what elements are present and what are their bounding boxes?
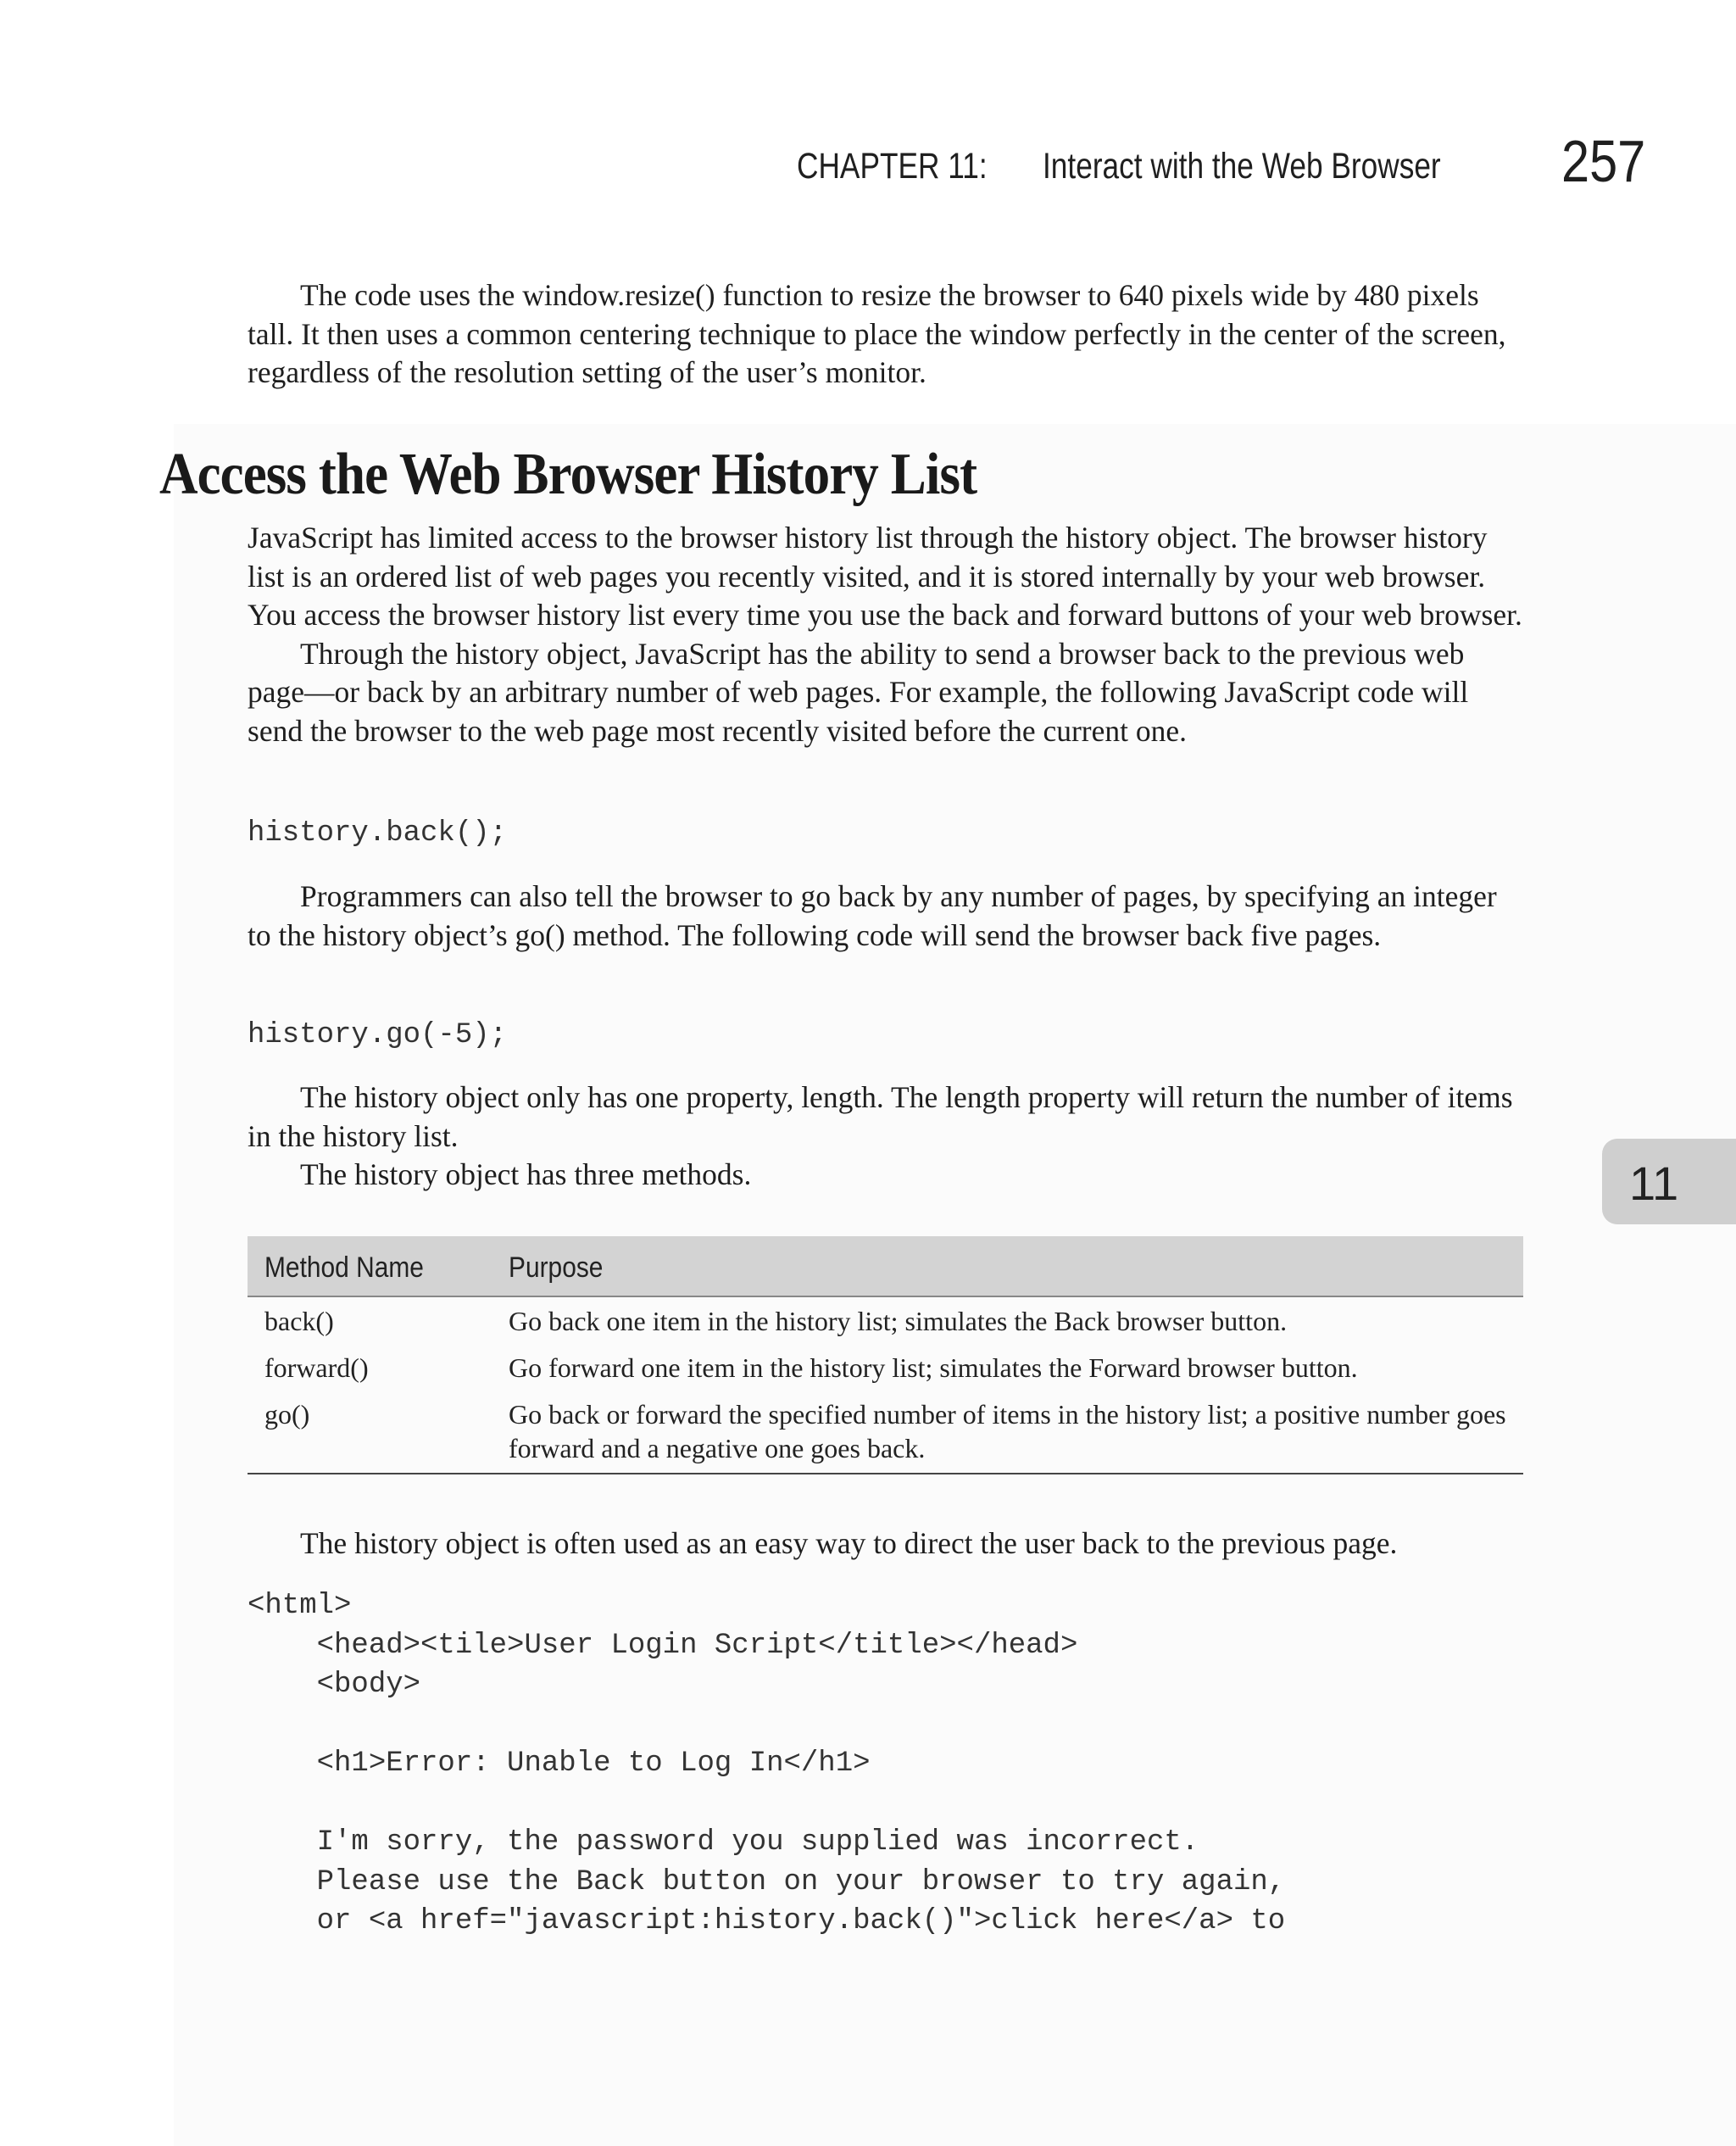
paragraph-go-method: Programmers can also tell the browser to go back by any number of pages, by specifying an integer to the history object’s go() method. The following code will send the browser back five pages.	[248, 879, 1497, 952]
purpose-cell: Go back one item in the history list; simulates the Back browser button.	[509, 1306, 1288, 1336]
code-history-go: history.go(-5);	[248, 1019, 508, 1051]
method-name-cell: back()	[264, 1306, 334, 1336]
section-heading: Access the Web Browser History List	[159, 442, 977, 507]
chapter-tab	[1602, 1139, 1736, 1224]
table-header-method: Method Name	[264, 1251, 424, 1284]
chapter-tab-number: 11	[1629, 1157, 1679, 1210]
back-link-block	[248, 1524, 1527, 1564]
table-header-purpose: Purpose	[509, 1251, 604, 1284]
method-name-cell: forward()	[264, 1352, 369, 1383]
paragraph-three-methods: The history object has three methods.	[300, 1157, 752, 1191]
running-head-chapter: CHAPTER 11:	[797, 146, 988, 187]
purpose-cell: Go forward one item in the history list; simulates the Forward browser button.	[509, 1352, 1358, 1383]
length-block	[248, 1079, 1527, 1195]
intro-block	[248, 276, 1527, 393]
paragraph-back-link: The history object is often used as an easy way to direct the user back to the previous page.	[300, 1526, 1398, 1560]
methods-table	[248, 1236, 1523, 1463]
paragraph-length-property: The history object only has one property, length. The length property will return the number of items in the history list.	[248, 1080, 1513, 1153]
running-head	[797, 127, 1644, 203]
page-number: 257	[1561, 128, 1646, 194]
go-method-block	[248, 878, 1527, 955]
running-head-title: Interact with the Web Browser	[1043, 146, 1441, 187]
code-history-back: history.back();	[248, 817, 508, 850]
table-bottom-rule	[248, 1473, 1523, 1474]
paragraph-history-access: JavaScript has limited access to the browser history list through the history object. The browser history list is an ordered list of web pages you recently visited, and it is stored internally by your web browser. You access the browser history list every time you use the back and forward buttons of your web browser.	[248, 521, 1522, 632]
history-intro-block	[248, 519, 1527, 750]
code-login-script: <html> <head><tile>User Login Script</title></head> <body> <h1>Error: Unable to Log In</h1> I'm sorry, the password you supplied was incorrect. Please use the Back button on your browser to try again, or <a href="javascript:history.back()">click here</a> to	[248, 1590, 1286, 1937]
purpose-cell: Go back or forward the specified number of items in the history list; a positive number goes forward and a negative one goes back.	[509, 1399, 1506, 1463]
method-name-cell: go()	[264, 1399, 310, 1430]
table-header-row	[248, 1236, 1523, 1297]
page-left-margin	[0, 0, 174, 2146]
paragraph-history-object: Through the history object, JavaScript has the ability to send a browser back to the previous web page—or back by an arbitrary number of web pages. For example, the following JavaScript code will send the browser to the web page most recently visited before the current one.	[248, 636, 1469, 748]
intro-paragraph: The code uses the window.resize() function to resize the browser to 640 pixels wide by 480 pixels tall. It then uses a common centering technique to place the window perfectly in the center of the screen, regardless of the resolution setting of the user’s monitor.	[248, 278, 1506, 389]
